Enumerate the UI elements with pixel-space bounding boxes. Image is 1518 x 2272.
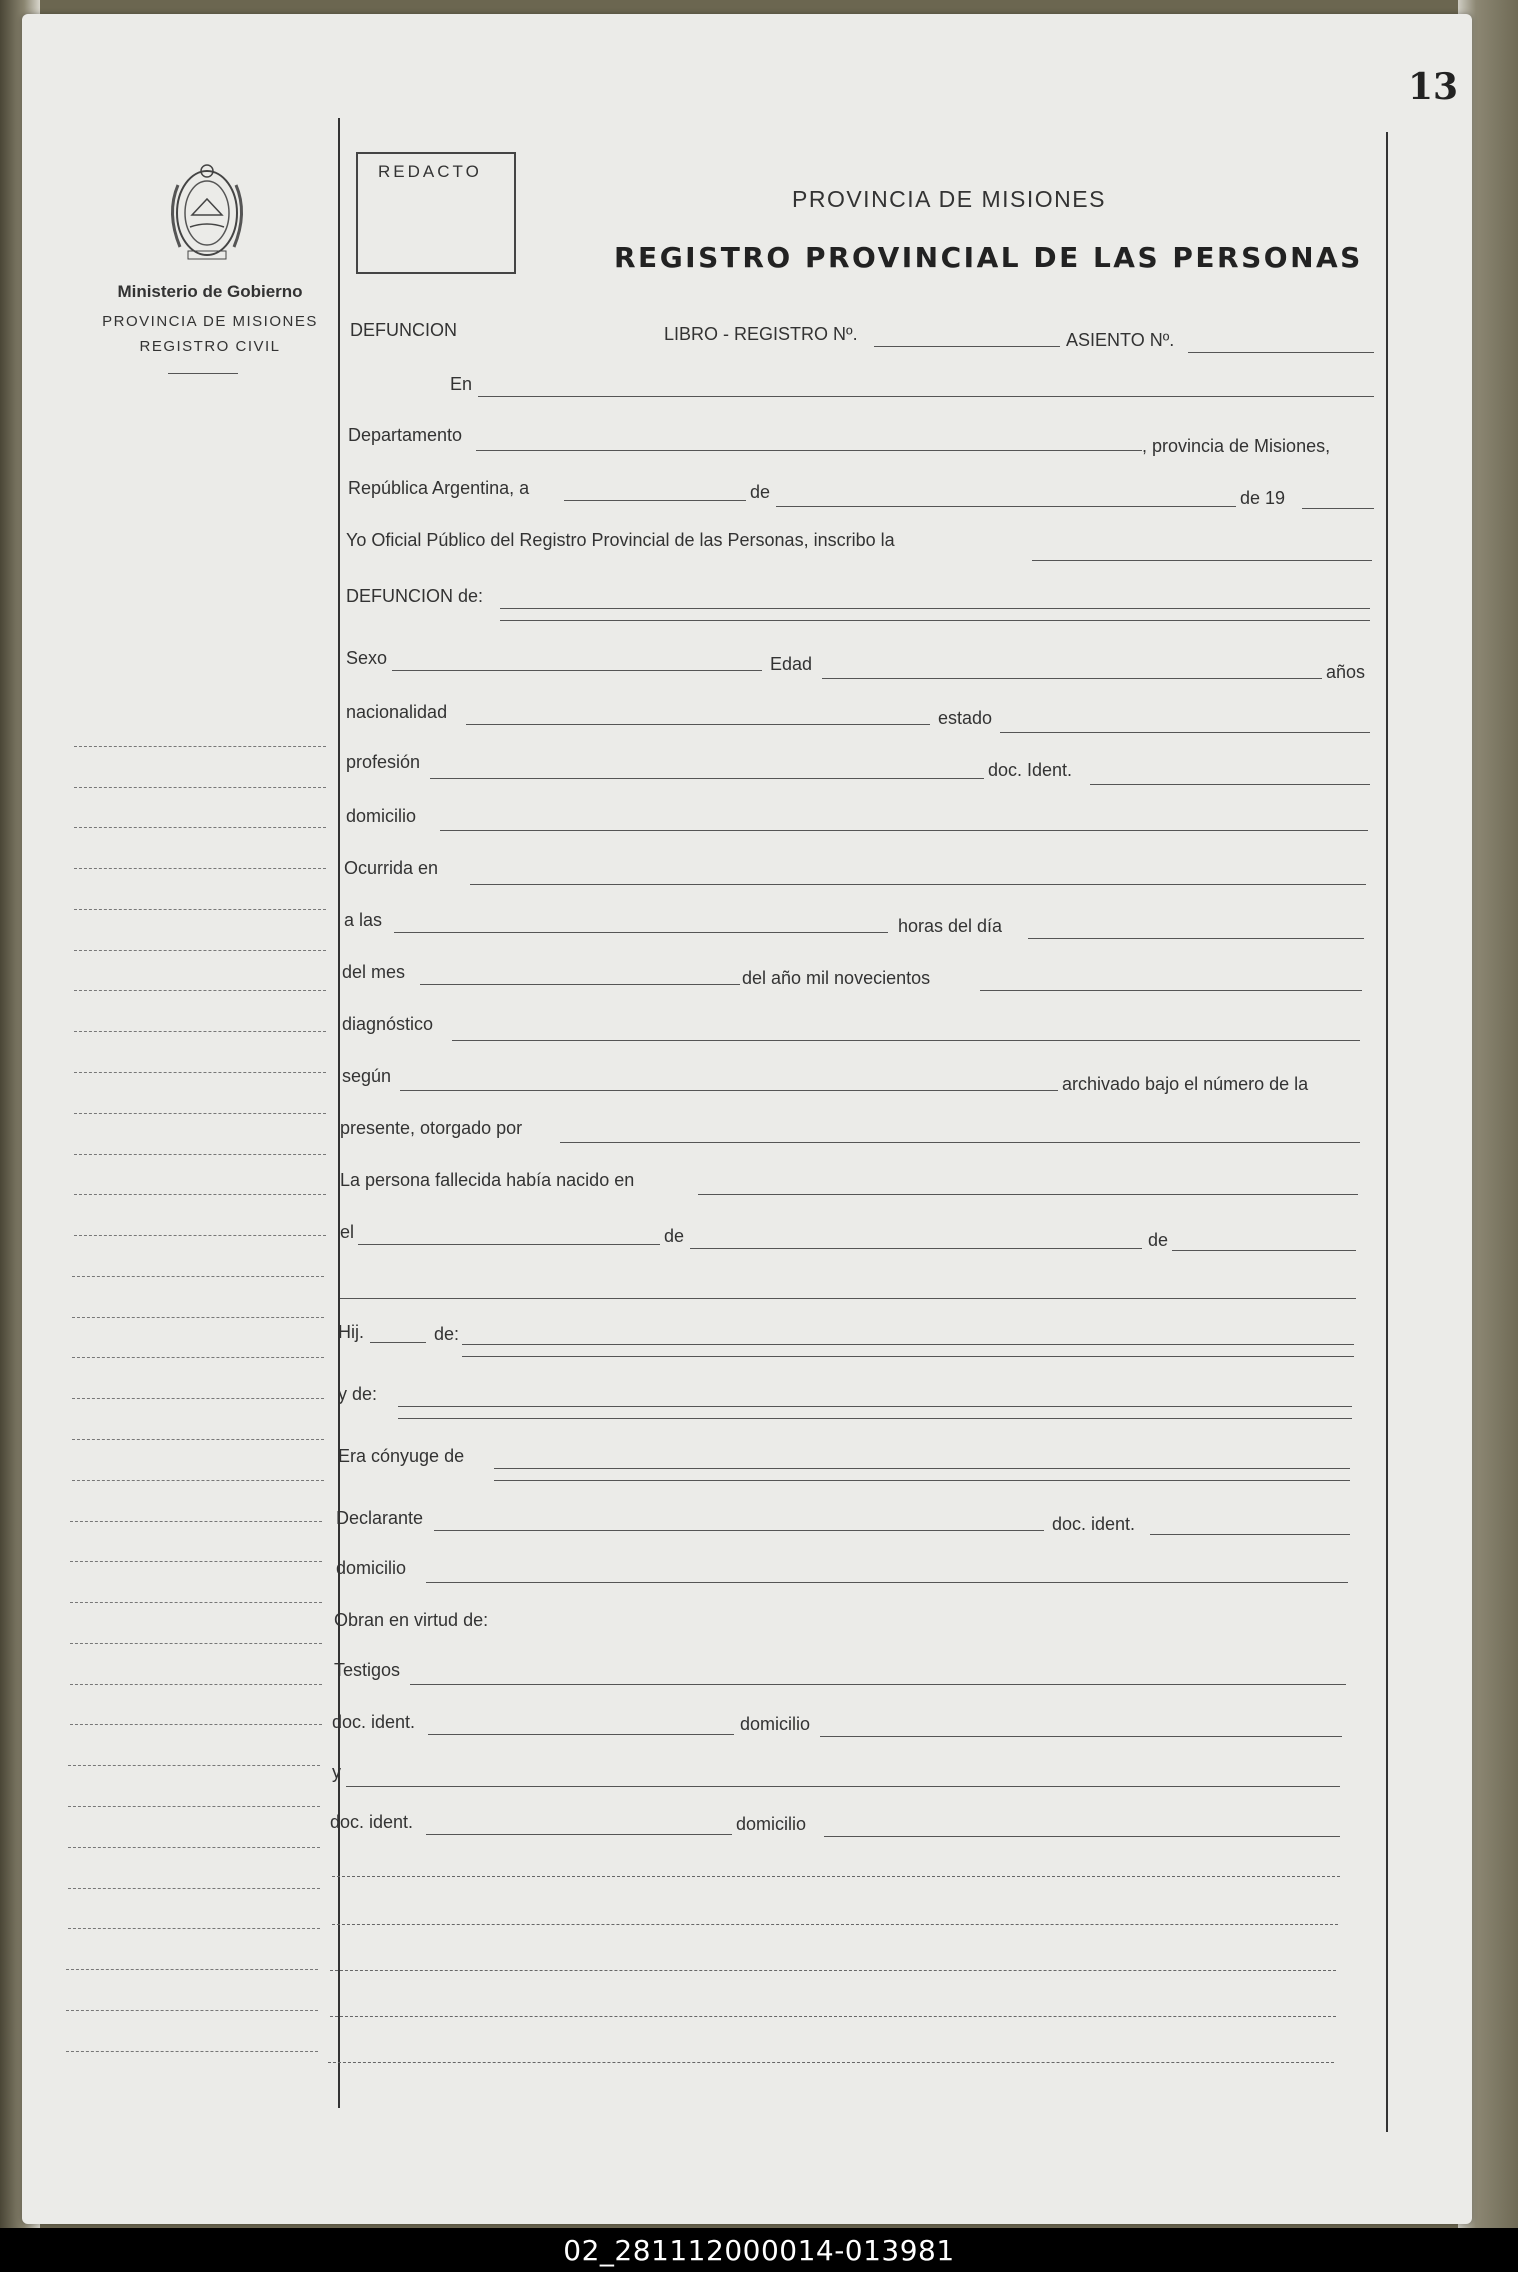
margin-line <box>68 1765 320 1766</box>
sexo-label: Sexo <box>346 648 388 668</box>
edad-label: Edad <box>770 654 813 674</box>
en-label: En <box>450 374 473 394</box>
margin-line <box>72 1357 324 1358</box>
padre-field[interactable] <box>462 1344 1354 1345</box>
margin-line <box>72 1398 324 1399</box>
hij-label: Hij. <box>338 1322 364 1342</box>
margin-line <box>68 1847 320 1848</box>
horas-label: horas del día <box>898 916 1003 936</box>
testigo-2-field[interactable] <box>346 1786 1340 1787</box>
margin-line <box>66 2010 318 2011</box>
blank-line[interactable] <box>330 2016 1336 2017</box>
nacimiento-ano-field[interactable] <box>1172 1250 1356 1251</box>
asiento-field[interactable] <box>1188 352 1374 353</box>
margin-line <box>74 746 326 747</box>
coat-of-arms-icon <box>158 155 256 271</box>
document-id: 02_281112000014-013981 <box>563 2234 955 2267</box>
margin-line <box>74 1031 326 1032</box>
testigos-field[interactable] <box>410 1684 1346 1685</box>
doc-ident-field-3[interactable] <box>428 1734 734 1735</box>
estado-label: estado <box>938 708 993 728</box>
del-mes-label: del mes <box>342 962 406 982</box>
margin-line <box>70 1684 322 1685</box>
edad-field[interactable] <box>822 678 1322 679</box>
deceased-name-field[interactable] <box>500 608 1370 609</box>
diagnostico-label: diagnóstico <box>342 1014 434 1034</box>
de-label-2: de <box>664 1226 685 1246</box>
nacimiento-mes-field[interactable] <box>690 1248 1142 1249</box>
margin-line <box>68 1888 320 1889</box>
margin-line <box>74 1072 326 1073</box>
de-label-3: de <box>1148 1230 1169 1250</box>
domicilio-field-4[interactable] <box>824 1836 1340 1837</box>
doc-ident-field-2[interactable] <box>1150 1534 1350 1535</box>
presente-label: presente, otorgado por <box>340 1118 523 1138</box>
margin-line <box>74 1113 326 1114</box>
margin-line <box>68 1928 320 1929</box>
conyuge-field[interactable] <box>494 1468 1350 1469</box>
header-registry: REGISTRO PROVINCIAL DE LAS PERSONAS <box>614 241 1363 274</box>
hij-de-label: de: <box>434 1324 460 1344</box>
margin-line <box>70 1602 322 1603</box>
deceased-name-field-2[interactable] <box>500 620 1370 621</box>
margin-line <box>72 1276 324 1277</box>
el-label: el <box>340 1222 355 1242</box>
blank-line[interactable] <box>330 1970 1336 1971</box>
a-las-label: a las <box>344 910 383 930</box>
registry-label: REGISTRO CIVIL <box>139 338 281 355</box>
otorgado-field[interactable] <box>560 1142 1360 1143</box>
domicilio-field-2[interactable] <box>426 1582 1348 1583</box>
del-ano-label: del año mil novecientos <box>742 968 931 988</box>
nacionalidad-label: nacionalidad <box>346 702 448 722</box>
de19-label: de 19 <box>1240 488 1286 508</box>
margin-line <box>72 1439 324 1440</box>
hij-suffix-field[interactable] <box>370 1342 426 1343</box>
margin-line <box>70 1521 322 1522</box>
de-label: de <box>750 482 771 502</box>
margin-line <box>70 1724 322 1725</box>
segun-label: según <box>342 1066 392 1086</box>
madre-field[interactable] <box>398 1406 1352 1407</box>
left-margin-rule <box>338 118 340 2108</box>
hora-field[interactable] <box>394 932 888 933</box>
blank-line[interactable] <box>332 1924 1338 1925</box>
doc-ident-label-3: doc. ident. <box>332 1712 416 1732</box>
redacto-stamp <box>356 152 516 274</box>
margin-line <box>74 909 326 910</box>
ano-field[interactable] <box>980 990 1362 991</box>
mes-field[interactable] <box>420 984 740 985</box>
margin-line <box>66 1969 318 1970</box>
margin-line <box>72 1480 324 1481</box>
ministry-divider <box>168 373 238 374</box>
profesion-label: profesión <box>346 752 421 772</box>
nacionalidad-field[interactable] <box>466 724 930 725</box>
margin-line <box>70 1561 322 1562</box>
domicilio-label-1: domicilio <box>346 806 417 826</box>
diagnostico-field[interactable] <box>452 1040 1360 1041</box>
yo-oficial-label: Yo Oficial Público del Registro Provincial de las Personas, inscribo la <box>346 530 895 550</box>
departamento-label: Departamento <box>348 425 463 445</box>
doc-ident-label-1: doc. Ident. <box>988 760 1073 780</box>
margin-line <box>74 787 326 788</box>
archivado-label: archivado bajo el número de la <box>1062 1074 1309 1094</box>
inscribo-field[interactable] <box>1032 560 1372 561</box>
ministry-label: Ministerio de Gobierno <box>117 282 303 301</box>
domicilio-label-4: domicilio <box>736 1814 807 1834</box>
doc-ident-field-4[interactable] <box>426 1834 732 1835</box>
dia-field[interactable] <box>1028 938 1364 939</box>
profesion-field[interactable] <box>430 778 984 779</box>
declarante-field[interactable] <box>434 1530 1044 1531</box>
declarante-label: Declarante <box>336 1508 424 1528</box>
margin-line <box>68 1806 320 1807</box>
libro-field[interactable] <box>874 346 1060 347</box>
stamp-label: REDACTO <box>378 162 482 181</box>
margin-line <box>72 1317 324 1318</box>
margin-line <box>70 1643 322 1644</box>
blank-line[interactable] <box>328 2062 1334 2063</box>
margin-line <box>74 1154 326 1155</box>
persona-label: La persona fallecida había nacido en <box>340 1170 635 1190</box>
doc-ident-field-1[interactable] <box>1090 784 1370 785</box>
anos-label: años <box>1326 662 1366 682</box>
conyuge-field-2[interactable] <box>494 1480 1350 1481</box>
day-field[interactable] <box>564 500 746 501</box>
defuncion-de-label: DEFUNCION de: <box>346 586 484 606</box>
margin-line <box>66 2051 318 2052</box>
asiento-label: ASIENTO Nº. <box>1066 330 1175 350</box>
testigos-label: Testigos <box>334 1660 401 1680</box>
provincia-label: , provincia de Misiones, <box>1142 436 1331 456</box>
ocurrida-label: Ocurrida en <box>344 858 439 878</box>
month-field[interactable] <box>776 506 1236 507</box>
obran-label: Obran en virtud de: <box>334 1610 489 1630</box>
domicilio-field-3[interactable] <box>820 1736 1342 1737</box>
sexo-field[interactable] <box>392 670 762 671</box>
conyuge-label: Era cónyuge de <box>338 1446 465 1466</box>
y-label: y <box>332 1762 341 1782</box>
margin-line <box>74 868 326 869</box>
estado-field[interactable] <box>1000 732 1370 733</box>
header-province: PROVINCIA DE MISIONES <box>792 186 1106 212</box>
madre-field-2[interactable] <box>398 1418 1352 1419</box>
blank-line[interactable] <box>340 1298 1356 1299</box>
domicilio-label-2: domicilio <box>336 1558 407 1578</box>
ocurrida-field[interactable] <box>470 884 1366 885</box>
domicilio-field-1[interactable] <box>440 830 1368 831</box>
blank-line[interactable] <box>332 1876 1340 1877</box>
doc-ident-label-2: doc. ident. <box>1052 1514 1136 1534</box>
padre-field-2[interactable] <box>462 1356 1354 1357</box>
domicilio-label-3: domicilio <box>740 1714 811 1734</box>
departamento-field[interactable] <box>476 450 1142 451</box>
y-de-label: y de: <box>338 1384 378 1404</box>
nacimiento-dia-field[interactable] <box>358 1244 660 1245</box>
defuncion-label: DEFUNCION <box>350 320 457 340</box>
margin-line <box>74 1194 326 1195</box>
year-field[interactable] <box>1302 508 1374 509</box>
margin-line <box>74 827 326 828</box>
margin-line <box>74 950 326 951</box>
doc-ident-label-4: doc. ident. <box>330 1812 414 1832</box>
libro-label: LIBRO - REGISTRO Nº. <box>664 324 858 344</box>
margin-line <box>74 1235 326 1236</box>
lugar-nacimiento-field[interactable] <box>698 1194 1358 1195</box>
segun-field[interactable] <box>400 1090 1058 1091</box>
page-number: 13 <box>1408 66 1459 108</box>
margin-line <box>74 990 326 991</box>
en-field[interactable] <box>478 396 1374 397</box>
right-margin-rule <box>1386 132 1388 2132</box>
province-label: PROVINCIA DE MISIONES <box>102 313 318 330</box>
republica-label: República Argentina, a <box>348 478 530 498</box>
